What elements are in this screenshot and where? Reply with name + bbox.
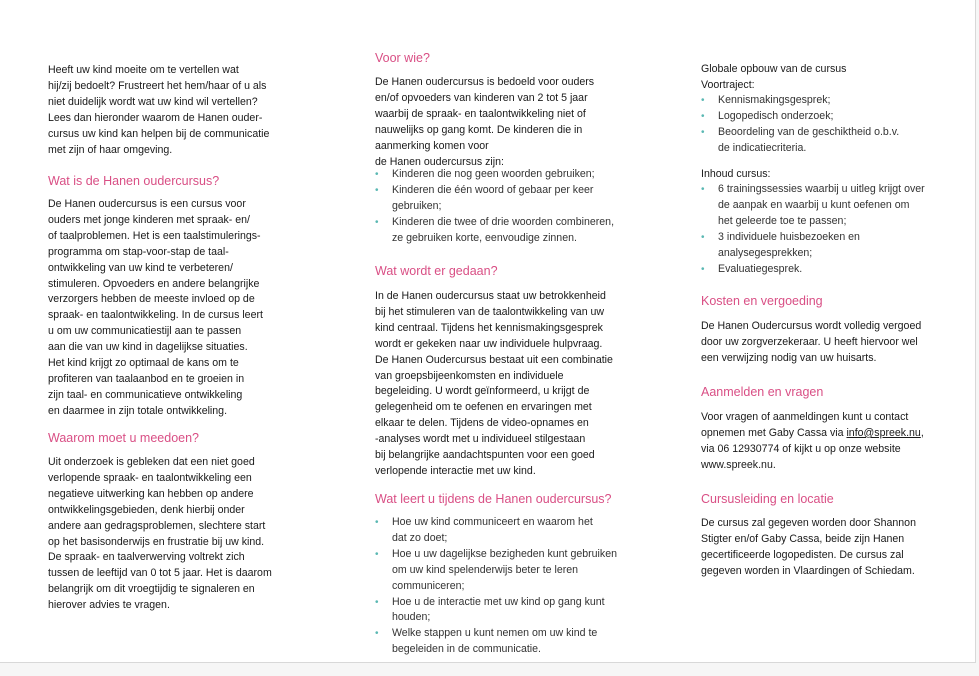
text-line: niet duidelijk wordt wat uw kind wil vertellen? <box>48 95 258 108</box>
text-line: aanmerking komen voor <box>375 139 489 152</box>
list-item <box>375 183 614 215</box>
text-line: ouders met jonge kinderen met spraak- en/ <box>48 213 250 226</box>
text-line: u om uw communicatiestijl aan te passen <box>48 325 242 338</box>
list-item-line: • 3 individuele huisbezoeken en <box>718 230 860 243</box>
list-item <box>375 215 614 247</box>
email-link[interactable]: info@spreek.nu <box>846 426 921 439</box>
list-item-line: het geleerde toe te passen; <box>718 214 847 227</box>
list-item-line: dat zo doet; <box>392 531 448 544</box>
voortraject-list <box>701 93 899 157</box>
text-line: ontwikkelingsgebieden, denk hierbij onder <box>48 503 245 516</box>
text-line: tussen de leeftijd van 0 tot 5 jaar. Het is daarom <box>48 567 272 580</box>
heading-wat-is: Wat is de Hanen oudercursus? <box>48 174 220 188</box>
text-line: op het basisonderwijs en frustratie bij uw kind. <box>48 535 265 548</box>
text-line: Het kind krijgt zo optimaal de kans om te <box>48 357 239 370</box>
list-item-line: • Hoe uw kind communiceert en waarom het <box>392 516 593 528</box>
text-line: programma om stap-voor-stap de taal- <box>48 245 229 258</box>
heading-aanmelden: Aanmelden en vragen <box>701 385 824 399</box>
text-line: Lees dan hieronder waarom de Hanen ouder- <box>48 111 263 124</box>
text-line: profiteren van taalaanbod en te groeien in <box>48 372 245 385</box>
text-line: aan die van uw kind in dagelijkse situaties. <box>48 341 248 354</box>
list-item <box>701 109 899 125</box>
list-item-line: • Beoordeling van de geschiktheid o.b.v. <box>718 125 900 138</box>
wat-leert-u-list <box>375 515 617 658</box>
text-line: begeleiding. U wordt geïnformeerd, u krijgt de <box>375 385 590 398</box>
text-line: De Hanen Oudercursus bestaat uit een combinatie <box>375 353 613 366</box>
text-line: en daarmee in zijn totale ontwikkeling. <box>48 404 228 417</box>
heading-wat-wordt-gedaan: Wat wordt er gedaan? <box>375 264 498 278</box>
text-line: belangrijk om dit vroegtijdig te signaleren en <box>48 583 255 596</box>
text-line: verlopende interactie met uw kind. <box>375 464 536 477</box>
website-link[interactable]: www.spreek.nu. <box>701 458 776 471</box>
list-item-line: • Kinderen die één woord of gebaar per keer <box>392 183 594 196</box>
list-item-line: analysegesprekken; <box>718 246 813 259</box>
cursusleiding-paragraph <box>701 516 916 580</box>
list-item-line: • Welke stappen u kunt nemen om uw kind te <box>392 627 598 640</box>
list-item-line: de aanpak en waarbij u kunt oefenen om <box>718 198 910 211</box>
text-line: met zijn of haar omgeving. <box>48 143 173 156</box>
text-line: of taalproblemen. Het is een taalstimulerings- <box>48 229 261 242</box>
heading-wat-leert-u: Wat leert u tijdens de Hanen oudercursus? <box>375 492 612 506</box>
heading-kosten: Kosten en vergoeding <box>701 294 823 308</box>
text-line: zijn taal- en communicatieve ontwikkeling <box>48 388 243 401</box>
text-line: De cursus zal gegeven worden door Shannon <box>701 517 916 529</box>
list-item <box>375 167 614 183</box>
waarom-paragraph <box>48 455 272 614</box>
heading-waarom: Waarom moet u meedoen? <box>48 431 200 445</box>
text-line: hierover advies te vragen. <box>48 599 170 612</box>
text-line: In de Hanen oudercursus staat uw betrokkenheid <box>375 290 606 302</box>
text-line: verzorgers hebben de meeste invloed op de <box>48 293 255 306</box>
text-line: kind centraal. Tijdens het kennismakingsgesprek <box>375 321 603 334</box>
wat-is-paragraph <box>48 197 263 420</box>
list-item <box>375 626 617 658</box>
aanmelden-paragraph <box>701 410 924 474</box>
aanmelden-line <box>701 426 924 442</box>
list-item-line: om uw kind spelenderwijs beter te leren <box>392 563 579 576</box>
list-item <box>701 262 925 278</box>
text-line: verlopende spraak- en taalontwikkeling een <box>48 471 252 484</box>
list-item-line: houden; <box>392 611 431 624</box>
list-item <box>375 515 617 547</box>
text-line: De spraak- en taalverwerving voltrekt zich <box>48 551 245 564</box>
list-item-line: ze gebruiken korte, eenvoudige zinnen. <box>392 231 577 244</box>
list-item-line: • Hoe u uw dagelijkse bezigheden kunt gebruiken <box>392 547 617 560</box>
text-line: bij belangrijke aandachtspunten voor een goed <box>375 449 595 462</box>
aanmelden-line: Voor vragen of aanmeldingen kunt u contact <box>701 411 909 423</box>
opbouw-title: Globale opbouw van de cursus <box>701 63 847 75</box>
list-item-line: • Kennismakingsgesprek; <box>718 94 831 106</box>
kosten-paragraph <box>701 319 921 367</box>
aanmelden-text: , <box>920 426 924 439</box>
text-line: hij/zij bedoelt? Frustreert het hem/haar of u als <box>48 79 267 92</box>
text-line: wordt er gekeken naar uw individuele hulpvraag. <box>375 337 603 350</box>
intro-paragraph <box>48 63 269 158</box>
text-line: spraak- en taalontwikkeling. In de cursus leert <box>48 309 263 322</box>
list-item-line: • Evaluatiegesprek. <box>718 262 803 275</box>
text-line: De Hanen Oudercursus wordt volledig vergoed <box>701 320 922 332</box>
text-line: van groepsbijeenkomsten en individuele <box>375 369 564 382</box>
list-item-line: gebruiken; <box>392 199 442 212</box>
text-line: gecertificeerde logopedisten. De cursus zal <box>701 548 904 561</box>
text-line: nauwelijks op gang komt. De kinderen die in <box>375 123 583 136</box>
voor-wie-paragraph <box>375 75 594 170</box>
text-line: ontwikkeling van uw kind te verbeteren/ <box>48 261 233 274</box>
list-item-line: begeleiden in de communicatie. <box>392 643 541 656</box>
inhoud-label: Inhoud cursus: <box>701 168 771 180</box>
text-line: Uit onderzoek is gebleken dat een niet goed <box>48 456 255 468</box>
wat-wordt-gedaan-paragraph <box>375 289 613 480</box>
list-item-line: • Kinderen die twee of drie woorden combineren, <box>392 215 615 228</box>
list-item <box>701 93 899 109</box>
text-line: -analyses wordt met u individueel stilgestaan <box>375 433 586 446</box>
text-line: elkaar te delen. Tijdens de video-opnames en <box>375 417 589 430</box>
heading-voor-wie: Voor wie? <box>375 51 430 65</box>
text-line: negatieve uitwerking kan hebben op andere <box>48 487 254 500</box>
text-line: een verwijzing nodig van uw huisarts. <box>701 351 877 364</box>
text-line: waarbij de spraak- en taalontwikkeling niet of <box>375 107 586 120</box>
voortraject-label: Voortraject: <box>701 79 755 91</box>
text-line: cursus uw kind kan helpen bij de communicatie <box>48 127 270 140</box>
list-item <box>375 595 617 627</box>
text-line: de Hanen oudercursus zijn: <box>375 155 504 168</box>
text-line: en/of opvoeders van kinderen van 2 tot 5 jaar <box>375 91 588 104</box>
text-line: gelegenheid om te oefenen en ervaringen met <box>375 401 592 414</box>
list-item <box>375 547 617 595</box>
list-item-line: communiceren; <box>392 579 465 592</box>
voor-wie-list <box>375 167 614 247</box>
text-line: bij het stimuleren van de taalontwikkeling van uw <box>375 305 605 318</box>
list-item-line: • Hoe u de interactie met uw kind op gang kunt <box>392 595 605 608</box>
text-line: andere aan gedragsproblemen, slechtere start <box>48 519 266 532</box>
list-item <box>701 125 899 157</box>
list-item-line: • 6 trainingssessies waarbij u uitleg krijgt over <box>718 183 925 195</box>
list-item <box>701 230 925 262</box>
heading-cursusleiding: Cursusleiding en locatie <box>701 492 834 506</box>
list-item-line: • Kinderen die nog geen woorden gebruiken; <box>392 168 595 180</box>
text-line: gegeven worden in Vlaardingen of Schiedam. <box>701 564 915 577</box>
list-item-line: • Logopedisch onderzoek; <box>718 109 834 122</box>
aanmelden-text: opnemen met Gaby Cassa via <box>701 426 847 439</box>
text-line: Stigter en/of Gaby Cassa, beide zijn Hanen <box>701 532 905 545</box>
text-line: Heeft uw kind moeite om te vertellen wat <box>48 64 239 76</box>
inhoud-list <box>701 182 925 277</box>
list-item-line: de indicatiecriteria. <box>718 141 807 154</box>
aanmelden-line: via 06 12930774 of kijkt u op onze website <box>701 442 901 455</box>
text-line: De Hanen oudercursus is bedoeld voor ouders <box>375 76 595 88</box>
text-line: door uw zorgverzekeraar. U heeft hiervoor wel <box>701 335 918 348</box>
text-line: De Hanen oudercursus is een cursus voor <box>48 198 246 210</box>
text-line: stimuleren. Opvoeders en andere belangrijke <box>48 277 260 290</box>
list-item <box>701 182 925 230</box>
